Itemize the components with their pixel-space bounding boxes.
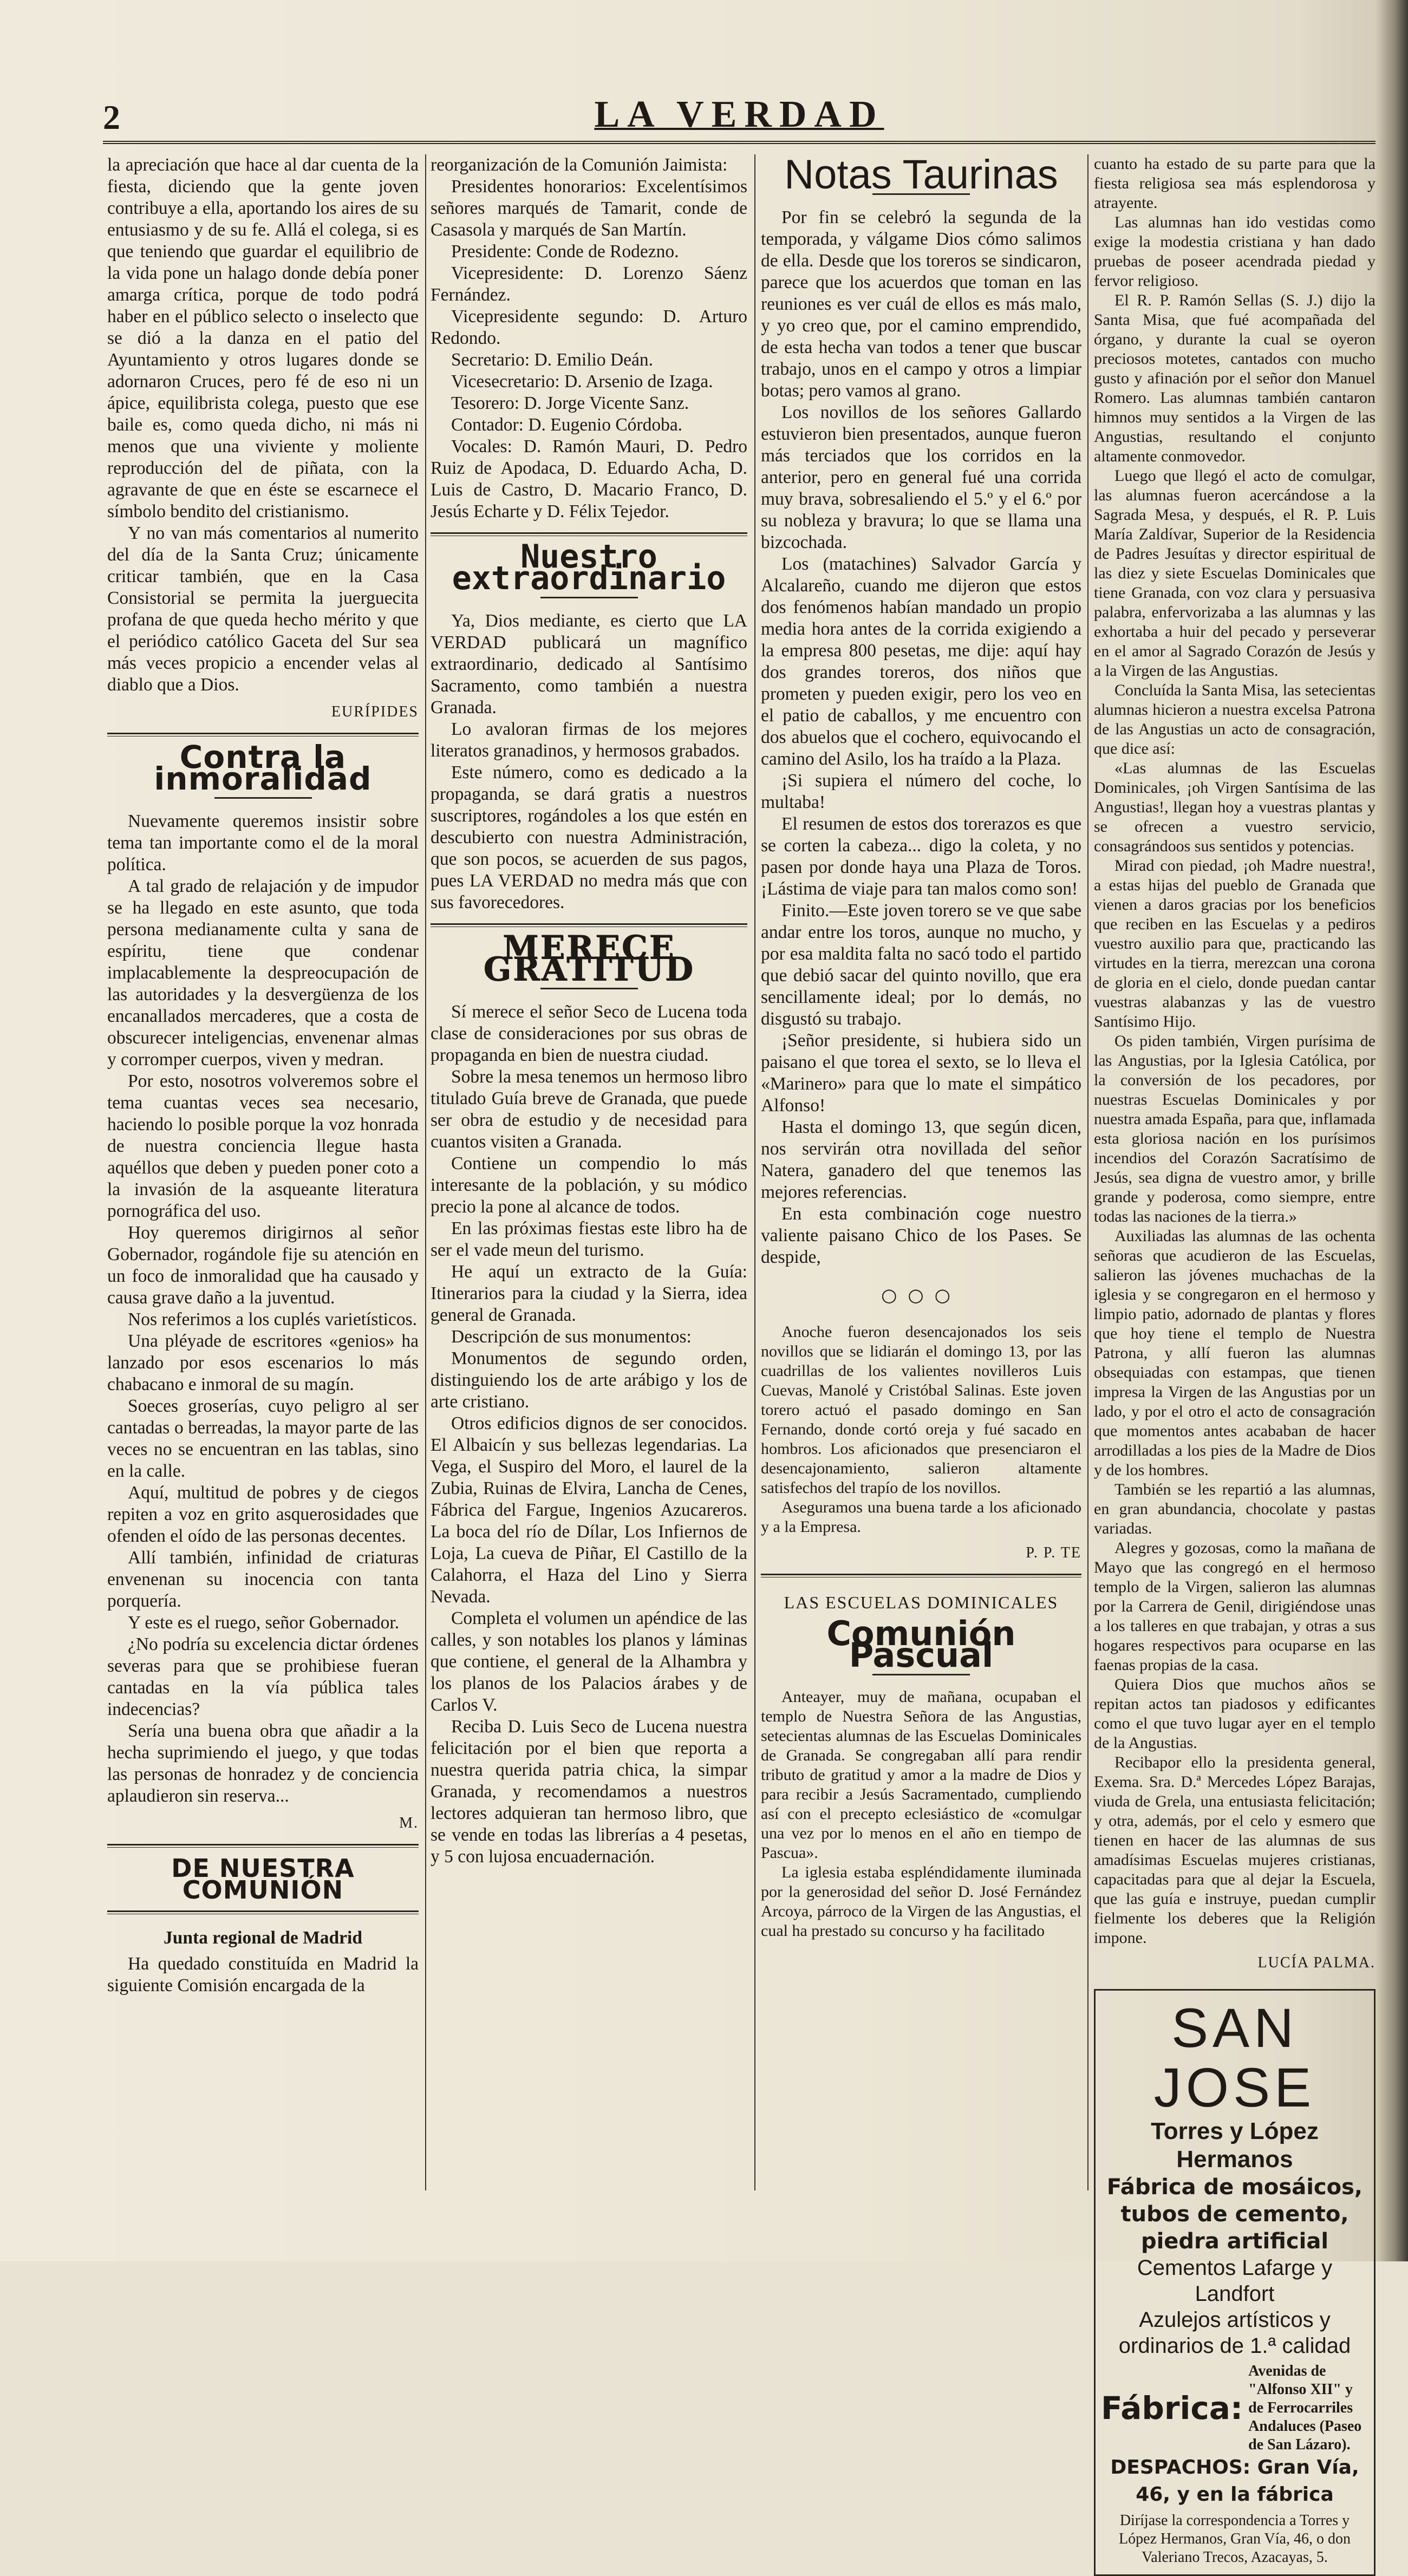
kicker: LAS ESCUELAS DOMINICALES xyxy=(784,1593,1059,1612)
paragraph: Soeces groserías, cuyo peligro al ser cantadas o berreadas, la mayor parte de las veces no se encuentran en las tablas, sino en la calle. xyxy=(107,1396,419,1481)
paragraph: Reciba D. Luis Seco de Lucena nuestra felicitación por el bien que reporta a nuestra querida patria chica, la simpar Granada, y recomendamos a nuestros lectores adquieran tan hermoso libro, que se vende en todas las librerías a 4 pesetas, y 5 con lujosa encuadernación. xyxy=(431,1717,747,1867)
paragraph: Nos referimos a los cuplés varietísticos. xyxy=(128,1309,418,1329)
article-headline: Comunión Pascual xyxy=(826,1614,1016,1675)
column-rule xyxy=(754,154,755,2190)
paragraph: Secretario: D. Emilio Deán. xyxy=(451,350,654,370)
divider xyxy=(107,733,419,736)
divider xyxy=(761,1574,1081,1577)
paragraph: Recibapor ello la presidenta general, Exema. Sra. D.ª Mercedes López Barajas, viuda de Grela, una entusiasta felicitación; y otra, además, por el celo y esmero que tienen en hacer de las alumnas de sus amadísimas Escuelas mujeres cristianas, capacitadas para que al dejar la Escuela, que las guía e instruye, puedan cumplir fielmente los deberes que la Religión impone. xyxy=(1094,1753,1376,1947)
paragraph: Mirad con piedad, ¡oh Madre nuestra!, a estas hijas del pueblo de Granada que vienen a daros gracias por los beneficios que reciben en las Escuelas y a pediros vuestro auxilio para que, practicando las virtudes en la tierra, merezcan una corona de gloria en el cielo, donde puedan cantar vuestras alabanzas y las de vuestro Santísimo Hijo. xyxy=(1094,857,1376,1031)
paragraph: Vocales: D. Ramón Mauri, D. Pedro Ruiz de Apodaca, D. Eduardo Acha, D. Luis de Castro, D. Macario Franco, D. Jesús Echarte y D. Félix Tejedor. xyxy=(431,436,747,521)
section-separator: ○○○ xyxy=(881,1284,961,1306)
paragraph: Aseguramos una buena tarde a los aficionado y a la Empresa. xyxy=(761,1498,1081,1536)
paragraph: El resumen de estos dos torerazos es que se corten la cabeza... digo la coleta, y no pasen por donde haya una Plaza de Toros. ¡Lástima de viaje para tan malos como son! xyxy=(761,814,1081,899)
page-header xyxy=(103,94,1376,144)
paragraph: Os piden también, Virgen purísima de las Angustias, por la Iglesia Católica, por la conversión de los pecadores, por nuestras Escuelas Dominicales y por nuestra amada España, para que, inflamada esta gloriosa nación en los purísimos incendios del Corazón Sacratísimo de Jesús, sea digna de vuestro amor, y brille grande y poderosa, como siempre, entre todas las naciones de la tierra.» xyxy=(1094,1032,1376,1225)
paragraph: Este número, como es dedicado a la propaganda, se dará gratis a nuestros suscriptores, rogándoles a los que estén en descubierto con nuestra Administración, que son pocos, se acuerden de sus pagos, pues LA VERDAD no medra más que con sus favorecedores. xyxy=(431,762,747,912)
paragraph: Vicepresidente segundo: D. Arturo Redondo. xyxy=(431,306,747,348)
paragraph: Por fin se celebró la segunda de la temporada, y válgame Dios cómo salimos de ella. Desde que los toreros se sindicaron, parece que los acuerdos que toman en las reuniones es ver cuál de ellos es más malo, y yo creo que, por el camino emprendido, de esta hecha van todos a tener que buscar trabajo, unos en el campo y otros a limpiar botas; pero vamos al grano. xyxy=(761,207,1081,401)
paragraph: Una pléyade de escritores «genios» ha lanzado por esos escenarios lo más chabacano e inmoral de su magín. xyxy=(107,1331,419,1394)
divider xyxy=(107,1910,419,1914)
paragraph: También se les repartió a las alumnas, en gran abundancia, chocolate y pastas variadas. xyxy=(1094,1481,1376,1537)
article-headline: Contra la inmoralidad xyxy=(154,739,372,797)
column-1 xyxy=(107,154,419,2190)
article-headline: Nuestro extraordinario xyxy=(452,538,726,597)
paragraph: La iglesia estaba espléndidamente iluminada por la generosidad del señor D. José Fernández Arcoya, párroco de la Virgen de las Angustias, el cual ha prestado su concurso y ha facilitado xyxy=(761,1863,1081,1940)
article-signature: M. xyxy=(399,1815,419,1831)
article-signature: P. P. TE xyxy=(1026,1544,1081,1561)
paragraph: Hoy queremos dirigirnos al señor Gobernador, rogándole fije su atención en un foco de inmoralidad que ha causado y causa grave daño a la juventud. xyxy=(107,1223,419,1308)
paragraph: Monumentos de segundo orden, distinguiendo los de arte arábigo y los de arte cristiano. xyxy=(431,1348,747,1412)
paragraph: Luego que llegó el acto de comulgar, las alumnas fueron acercándose a la Sagrada Mesa, y después, el R. P. Luis María Zaldívar, Superior de la Residencia de Padres Jesuítas y director espiritual de las diez y siete Escuelas Dominicales que tiene Granada, con voz clara y persuasiva palabra, enfervorizaba a las alumnas y las exhortaba a huir del pecado y perseverar en el amor al Sagrado Corazón de Jesús y a la Virgen de las Angustias. xyxy=(1094,467,1376,680)
paragraph: Por esto, nosotros volveremos sobre el tema cuantas veces sea necesario, haciendo lo posible porque la voz honrada de nuestra conciencia llegue hasta aquéllos que deben y pueden poner coto a la invasión de la asqueante literatura pornográfica del uso. xyxy=(107,1071,419,1221)
divider xyxy=(214,797,312,799)
paragraph: Y este es el ruego, señor Gobernador. xyxy=(128,1613,400,1633)
ad-line: DESPACHOS: Gran Vía, 46, y en la fábrica xyxy=(1110,2456,1359,2506)
paragraph: Contiene un compendio lo más interesante de la población, y su módico precio la pone al alcance de todos. xyxy=(431,1153,747,1217)
paragraph: Sí merece el señor Seco de Lucena toda clase de consideraciones por sus obras de propaganda en bien de nuestra ciudad. xyxy=(431,1002,747,1065)
paragraph: Tesorero: D. Jorge Vicente Sanz. xyxy=(451,393,689,413)
paragraph: En esta combinación coge nuestro valiente paisano Chico de los Pases. Se despide, xyxy=(761,1204,1081,1267)
paragraph: Las alumnas han ido vestidas como exige la modestia cristiana y han dado pruebas de poseer acendrada piedad y fervor religioso. xyxy=(1094,213,1376,290)
paragraph: ¡Si supiera el número del coche, lo multaba! xyxy=(761,771,1081,812)
ad-factory-label: Fábrica: xyxy=(1101,2390,1243,2427)
divider xyxy=(431,532,747,536)
paragraph: Anteayer, muy de mañana, ocupaban el templo de Nuestra Señora de las Angustias, setecientas alumnas de las Escuelas Dominicales de Granada. Se congregaban allí para rendir tributo de gratitud y amor a la madre de Dios y para recibir a Jesús Sacramentado, cumpliendo así con el precepto eclesiástico de «comulgar una vez por lo menos en el año en tiempo de Pascua». xyxy=(761,1688,1081,1862)
column-2 xyxy=(431,154,747,2190)
ad-line: Azulejos artísticos y ordinarios de 1.ª calidad xyxy=(1118,2308,1351,2358)
paragraph: Ya, Dios mediante, es cierto que LA VERDAD publicará un magnífico extraordinario, dedicado al Santísimo Sacramento, como también a nuestra Granada. xyxy=(431,611,747,718)
paragraph: Descripción de sus monumentos: xyxy=(451,1327,692,1347)
column-4 xyxy=(1094,154,1376,2566)
paragraph: Los novillos de los señores Gallardo estuvieron bien presentados, aunque fueron más terciados que los corridos en la anterior, pero en general fué una corrida muy brava, sobresaliendo el 5.º y el 6.º por su nobleza y bravura; lo que se llama una bizcochada. xyxy=(761,402,1081,552)
paragraph: Hasta el domingo 13, que según dicen, nos servirán otra novillada del señor Natera, ganadero del que tenemos las mejores referencias. xyxy=(761,1117,1081,1202)
paragraph: A tal grado de relajación y de impudor se ha llegado en este asunto, que toda persona medianamente culta y sana de espíritu, tiene que condenar implacablemente la despreocupación de las autoridades y la desvergüenza de los encanallados mercaderes, que a costa de obscurecer inteligencias, envenenar almas y corromper cuerpos, viven y medran. xyxy=(107,876,419,1069)
article-headline: DE NUESTRA COMUNIÓN xyxy=(171,1854,355,1905)
paragraph: Alegres y gozosas, como la mañana de Mayo que las congregó en el hermoso templo de la Virgen, salieron las alumnas por la Carrera de Genil, dirigiéndose unas a los talleres en que trabajan, y otras a sus hogares respectivos para ocuparse en las faenas propias de la casa. xyxy=(1094,1539,1376,1674)
binding-edge xyxy=(1376,0,1408,2261)
paragraph: Completa el volumen un apéndice de las calles, y son notables los planos y láminas que contiene, el general de la Alhambra y los planos de los Palacios árabes y de Carlos V. xyxy=(431,1608,747,1715)
ad-factory-address: Avenidas de "Alfonso XII" y de Ferrocarriles Andaluces (Paseo de San Lázaro). xyxy=(1248,2363,1362,2453)
column-rule xyxy=(425,154,426,2190)
paragraph: Aquí, multitud de pobres y de ciegos repiten a voz en grito asquerosidades que ofenden el oído de las personas decentes. xyxy=(107,1483,419,1546)
ad-line: Cementos Lafarge y Landfort xyxy=(1137,2256,1333,2306)
paragraph: Finito.—Este joven torero se ve que sabe andar entre los toros, aunque no mucho, y por esa maldita falta no sacó todo el partido que debió sacar del quinto novillo, que era sencillamente ideal; por lo demás, no disgustó su trabajo. xyxy=(761,901,1081,1029)
paragraph: Presidente: Conde de Rodezno. xyxy=(451,242,679,262)
ad-subtitle: Torres y López Hermanos xyxy=(1151,2118,1319,2173)
paragraph: Vicepresidente: D. Lorenzo Sáenz Fernández. xyxy=(431,263,747,305)
paragraph: Y no van más comentarios al numerito del día de la Santa Cruz; únicamente criticar también, que en la Casa Consistorial se permita la juerguecita profana de que queda hecho mérito y que el periódico católico Gaceta del Sur sea más veces propicio a encender velas al diablo que a Dios. xyxy=(107,523,419,695)
article-headline: Notas Taurinas xyxy=(784,152,1058,198)
article-signature: LUCÍA PALMA. xyxy=(1257,1954,1376,1971)
paragraph: Nuevamente queremos insistir sobre tema tan importante como el de la moral política. xyxy=(107,811,419,875)
paragraph: cuanto ha estado de su parte para que la fiesta religiosa sea más esplendorosa y atrayente. xyxy=(1094,155,1376,212)
paragraph: Lo avaloran firmas de los mejores literatos granadinos, y hermosos grabados. xyxy=(431,719,747,761)
paragraph: Auxiliadas las alumnas de las ochenta señoras que acudieron de las Escuelas, salieron las jóvenes muchachas de la iglesia y se congregaron en el hermoso y limpio patio, adornado de plantas y flores que hoy tiene el templo de Nuestra Patrona, y allí fueron las alumnas obsequiadas con estampas, que tienen impresa la Virgen de las Angustias por un lado, y por el otro el acto de consagración que momentos antes acababan de hacer arrodilladas a los pies de la Madre de Dios y de los hombres. xyxy=(1094,1227,1376,1479)
paragraph: Sería una buena obra que añadir a la hecha suprimiendo el juego, y que todas las personas de honradez y de conciencia aplaudieron sin reserva... xyxy=(107,1721,419,1806)
column-rule xyxy=(1087,154,1088,2190)
paragraph: Anoche fueron desencajonados los seis novillos que se lidiarán el domingo 13, por las cuadrillas de los valientes novilleros Luis Cuevas, Manolé y Cristóbal Salinas. Este joven torero actuó el pasado domingo en San Fernando, donde cortó oreja y fué sacado en hombros. Los aficionados que presenciaron el desencajonamiento, salieron altamente satisfechos del trapío de los novillos. xyxy=(761,1323,1081,1497)
ad-line: Fábrica de mosáicos, tubos de cemento, piedra artificial xyxy=(1106,2175,1363,2254)
paragraph: ¡Señor presidente, si hubiera sido un paisano el que torea el sexto, se lo lleva el «Marinero» para que lo mate el simpático Alfonso! xyxy=(761,1031,1081,1116)
paragraph: ¿No podría su excelencia dictar órdenes severas para que se prohibiese fueran cantadas en la vía pública tales indecencias? xyxy=(107,1634,419,1719)
paragraph: Otros edificios dignos de ser conocidos. El Albaicín y sus bellezas legendarias. La Vega, el Suspiro del Moro, el laurel de la Zubia, Ruinas de Elvira, Lancha de Cenes, Fábrica del Fargue, Ingenios Azucareros. La boca del río de Dílar, Los Infiernos de Loja, La cueva de Piñar, El Castillo de la Calahorra, el Haza del Lino y Sierra Nevada. xyxy=(431,1413,747,1607)
article-signature: EURÍPIDES xyxy=(331,703,419,720)
article-headline: MERECE GRATITUD xyxy=(483,929,695,988)
page-number: 2 xyxy=(103,98,120,136)
paragraph: Allí también, infinidad de criaturas envenenan su inocencia con tanta porquería. xyxy=(107,1548,419,1611)
paragraph: Quiera Dios que muchos años se repitan actos tan piadosos y edificantes como el que tuvo lugar ayer en el templo de la Angustias. xyxy=(1094,1675,1376,1752)
column-3 xyxy=(761,154,1081,2190)
divider xyxy=(107,1844,419,1848)
paragraph: He aquí un extracto de la Guía: Itinerarios para la ciudad y la Sierra, idea general de Granada. xyxy=(431,1262,747,1325)
paragraph: Contador: D. Eugenio Córdoba. xyxy=(451,415,683,435)
paragraph: El R. P. Ramón Sellas (S. J.) dijo la Santa Misa, que fué acompañada del órgano, y durante la cual se oyeron preciosos motetes, cantados con mucho gusto y afinación por el señor don Manuel Romero. Las alumnas también cantaron himnos muy sentidos a la Virgen de las Angustias, resultando el conjunto altamente conmovedor. xyxy=(1094,291,1376,465)
ad-footer: Diríjase la correspondencia a Torres y López Hermanos, Gran Vía, 46, o don Valeriano Trecos, Azacayas, 5. xyxy=(1119,2512,1351,2566)
ad-factory xyxy=(1101,2362,1368,2454)
paragraph: reorganización de la Comunión Jaimista: xyxy=(431,155,728,175)
paragraph: Los (matachines) Salvador García y Alcalareño, cuando me dijeron que estos dos fenómenos habían mandado un propio media hora antes de la corrida exigiendo a la empresa 800 pesetas, me dije: aquí hay dos grandes toreros, dos niños que prometen y pueden exigir, pero los veo en el patio de caballos, y me encuentro con dos abuelos que el cochero, equivocando el camino del Asilo, los ha traído a la Plaza. xyxy=(761,554,1081,769)
advertisement-san-jose xyxy=(1094,1989,1376,2576)
paragraph: En las próximas fiestas este libro ha de ser el vade meun del turismo. xyxy=(431,1218,747,1260)
paragraph: la apreciación que hace al dar cuenta de la fiesta, diciendo que la gente joven contribuye a ella, aportando los aires de su entusiasmo y de su fe. Allá el colega, si es que teniendo que guardar el equilibrio de la vida pone un halago donde debía poner amarga crítica, porque de todo podrá haber en el público selecto o inselecto que se dió a la danza en el patio del Ayuntamiento y otros lugares donde se adornaron Cruces, pero fé de eso ni un ápice, equilibrista colega, puesto que ese baile es, como queda dicho, ni más ni menos que una viviente y moliente reproducción del de piñata, con la agravante de que en éste se escarnece el símbolo bendito del cristianismo. xyxy=(107,155,419,521)
paragraph: Presidentes honorarios: Excelentísimos señores marqués de Tamarit, conde de Casasola y marqués de San Martín. xyxy=(431,177,747,240)
paragraph: Concluída la Santa Misa, las setecientas alumnas hicieron a nuestra excelsa Patrona de las Angustias un acto de consagración, que dice así: xyxy=(1094,681,1376,758)
divider xyxy=(431,923,747,927)
paragraph: Sobre la mesa tenemos un hermoso libro titulado Guía breve de Granada, que puede ser obra de estudio y de necesidad para cuantos visiten a Granada. xyxy=(431,1067,747,1152)
paragraph: Ha quedado constituída en Madrid la siguiente Comisión encargada de la xyxy=(107,1954,419,1995)
masthead: LA VERDAD xyxy=(594,94,884,135)
paragraph: «Las alumnas de las Escuelas Dominicales, ¡oh Virgen Santísima de las Angustias!, llegan hoy a vuestras plantas y se ofrecen a vuestro servicio, consagrándoos sus sentidos y potencias. xyxy=(1094,759,1376,855)
ad-title: SAN JOSE xyxy=(1153,1997,1316,2118)
subheading: Junta regional de Madrid xyxy=(164,1928,362,1948)
paragraph: Vicesecretario: D. Arsenio de Izaga. xyxy=(451,371,713,392)
